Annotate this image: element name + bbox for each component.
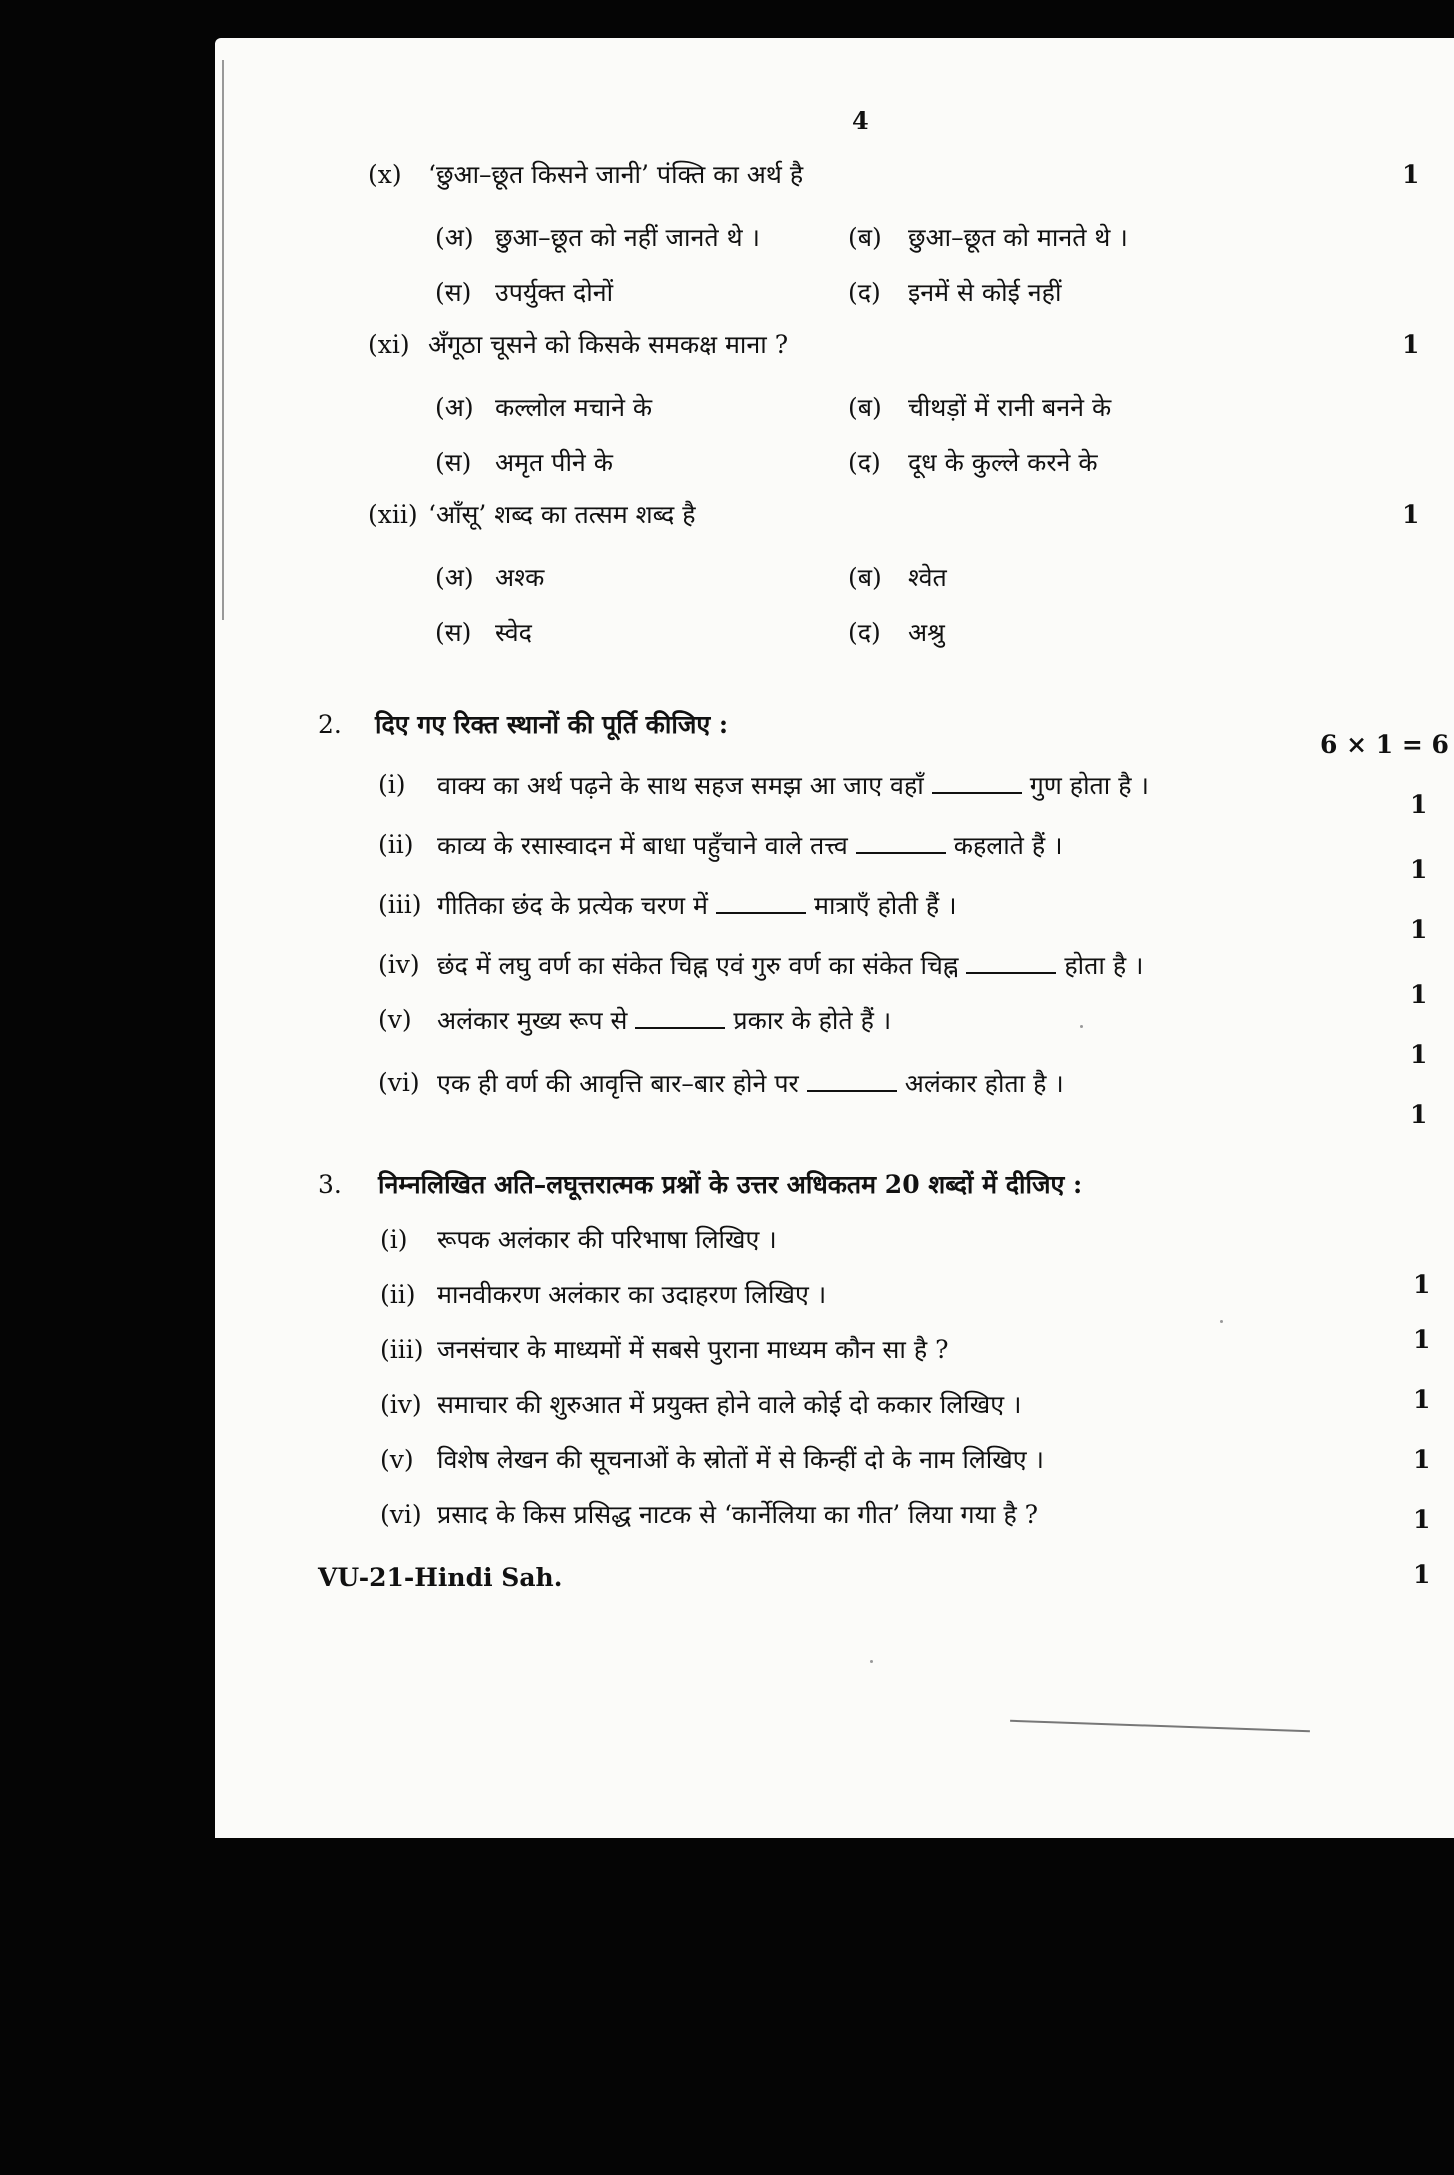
item-marks: 1 xyxy=(1413,1505,1431,1534)
scan-speck xyxy=(1080,1025,1083,1028)
scan-edge-line xyxy=(222,60,224,620)
option-text: चीथड़ों में रानी बनने के xyxy=(908,393,1112,422)
item-text: कहलाते हैं । xyxy=(953,831,1063,860)
option-text: स्वेद xyxy=(495,618,532,647)
blank-line xyxy=(635,1005,725,1029)
option-text: दूध के कुल्ले करने के xyxy=(908,448,1098,477)
item-text: छंद में लघु वर्ण का संकेत चिह्न एवं गुरु वर्ण का संकेत चिह्न xyxy=(437,951,959,980)
question-marks: 1 xyxy=(1402,500,1420,529)
item-text: रूपक अलंकार की परिभाषा लिखिए । xyxy=(437,1225,777,1254)
item-marks: 1 xyxy=(1413,1560,1431,1589)
option-text: उपर्युक्त दोनों xyxy=(495,278,614,307)
option-text: श्वेत xyxy=(908,563,947,592)
item-text: समाचार की शुरुआत में प्रयुक्त होने वाले कोई दो ककार लिखिए । xyxy=(437,1390,1022,1419)
question-number: (xi) xyxy=(368,330,410,359)
option-label: (स) xyxy=(435,278,472,307)
item-text: अलंकार मुख्य रूप से xyxy=(437,1006,628,1035)
question-marks: 1 xyxy=(1402,160,1420,189)
item-text: प्रकार के होते हैं । xyxy=(733,1006,892,1035)
question-number: (xii) xyxy=(368,500,418,529)
question-text: ‘आँसू’ शब्द का तत्सम शब्द है xyxy=(428,500,696,529)
fill-blank-item xyxy=(437,1068,1064,1099)
question-number: 2. xyxy=(318,710,342,739)
option-label: (द) xyxy=(848,278,881,307)
item-marks: 1 xyxy=(1410,1100,1428,1129)
question-text: ‘छुआ–छूत किसने जानी’ पंक्ति का अर्थ है xyxy=(428,160,804,189)
item-text: होता है । xyxy=(1064,951,1144,980)
paper-code-footer: VU-21-Hindi Sah. xyxy=(318,1563,563,1592)
item-marks: 1 xyxy=(1413,1325,1431,1354)
fill-blank-item xyxy=(437,830,1063,861)
blank-line xyxy=(966,950,1056,974)
option-text: अमृत पीने के xyxy=(495,448,613,477)
item-marks: 1 xyxy=(1413,1385,1431,1414)
item-text: मानवीकरण अलंकार का उदाहरण लिखिए । xyxy=(437,1280,827,1309)
fill-blank-item xyxy=(437,770,1149,801)
option-text: इनमें से कोई नहीं xyxy=(908,278,1062,307)
option-label: (स) xyxy=(435,448,472,477)
item-marks: 1 xyxy=(1413,1445,1431,1474)
item-number: (iv) xyxy=(380,1390,422,1419)
item-text: विशेष लेखन की सूचनाओं के स्रोतों में से किन्हीं दो के नाम लिखिए । xyxy=(437,1445,1044,1474)
item-number: (vi) xyxy=(380,1500,422,1529)
item-number: (iii) xyxy=(380,1335,424,1364)
page-number: 4 xyxy=(852,106,869,135)
fill-blank-item xyxy=(437,1005,891,1036)
option-text: अश्क xyxy=(495,563,545,592)
total-marks: 6 × 1 = 6 xyxy=(1320,730,1449,759)
item-text: मात्राएँ होती हैं । xyxy=(814,891,957,920)
item-number: (iv) xyxy=(378,950,420,979)
item-number: (v) xyxy=(380,1445,414,1474)
option-label: (ब) xyxy=(848,563,882,592)
item-text: गुण होता है । xyxy=(1029,771,1149,800)
item-marks: 1 xyxy=(1410,1040,1428,1069)
blank-line xyxy=(932,770,1022,794)
item-marks: 1 xyxy=(1410,790,1428,819)
item-marks: 1 xyxy=(1410,980,1428,1009)
item-number: (i) xyxy=(378,770,406,799)
item-text: प्रसाद के किस प्रसिद्ध नाटक से ‘कार्नेलिया का गीत’ लिया गया है ? xyxy=(437,1500,1039,1529)
question-text: अँगूठा चूसने को किसके समकक्ष माना ? xyxy=(428,330,789,359)
item-number: (i) xyxy=(380,1225,408,1254)
option-label: (ब) xyxy=(848,223,882,252)
option-label: (ब) xyxy=(848,393,882,422)
item-number: (v) xyxy=(378,1005,412,1034)
item-number: (ii) xyxy=(380,1280,416,1309)
question-title: निम्नलिखित अति–लघूत्तरात्मक प्रश्नों के उत्तर अधिकतम 20 शब्दों में दीजिए : xyxy=(378,1170,1083,1199)
option-label: (द) xyxy=(848,448,881,477)
fill-blank-item xyxy=(437,890,957,921)
item-text: एक ही वर्ण की आवृत्ति बार–बार होने पर xyxy=(437,1069,799,1098)
question-marks: 1 xyxy=(1402,330,1420,359)
item-text: जनसंचार के माध्यमों में सबसे पुराना माध्यम कौन सा है ? xyxy=(437,1335,949,1364)
item-marks: 1 xyxy=(1410,855,1428,884)
item-number: (vi) xyxy=(378,1068,420,1097)
option-label: (अ) xyxy=(435,393,474,422)
item-marks: 1 xyxy=(1413,1270,1431,1299)
question-title: दिए गए रिक्त स्थानों की पूर्ति कीजिए : xyxy=(375,710,729,739)
item-text: काव्य के रसास्वादन में बाधा पहुँचाने वाले तत्त्व xyxy=(437,831,848,860)
option-label: (अ) xyxy=(435,223,474,252)
option-text: अश्रु xyxy=(908,618,945,647)
option-text: छुआ–छूत को नहीं जानते थे । xyxy=(495,223,760,252)
option-text: छुआ–छूत को मानते थे । xyxy=(908,223,1128,252)
item-number: (ii) xyxy=(378,830,414,859)
fill-blank-item xyxy=(437,950,1144,981)
item-marks: 1 xyxy=(1410,915,1428,944)
option-label: (अ) xyxy=(435,563,474,592)
blank-line xyxy=(856,830,946,854)
option-label: (स) xyxy=(435,618,472,647)
option-label: (द) xyxy=(848,618,881,647)
item-number: (iii) xyxy=(378,890,422,919)
blank-line xyxy=(716,890,806,914)
option-text: कल्लोल मचाने के xyxy=(495,393,653,422)
blank-line xyxy=(807,1068,897,1092)
question-number: 3. xyxy=(318,1170,342,1199)
scan-speck xyxy=(870,1660,873,1663)
item-text: गीतिका छंद के प्रत्येक चरण में xyxy=(437,891,708,920)
item-text: वाक्य का अर्थ पढ़ने के साथ सहज समझ आ जाए वहाँ xyxy=(437,771,924,800)
scan-speck xyxy=(1220,1320,1223,1323)
item-text: अलंकार होता है । xyxy=(904,1069,1064,1098)
question-number: (x) xyxy=(368,160,402,189)
